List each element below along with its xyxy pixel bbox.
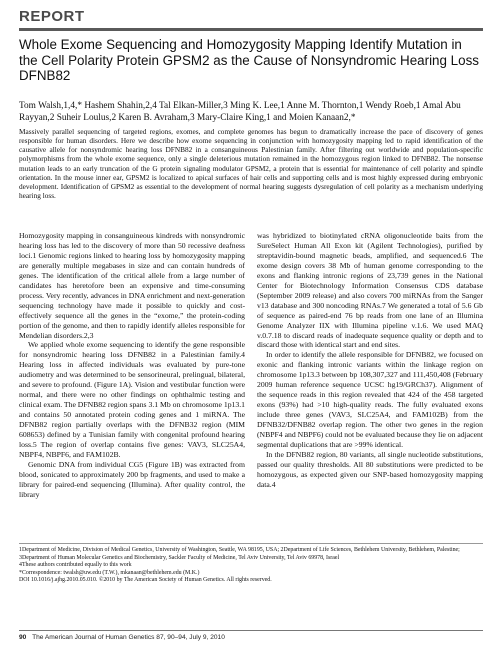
body-paragraph: Homozygosity mapping in consanguineous kindreds with nonsyndromic hearing loss has led to the discovery of more than 50 recessive deafness loci.1 Genomic regions linked to hearing loss by homozygosity mapping are generally multiple megabases in size and can contain hundreds of genes. The identification of the critical allele from a large number of candidates has heretofore been an expensive and time-consuming process. Very recently, advances in DNA enrichment and next-generation sequencing technology have made it possible to quickly and cost-effectively sequence all the genes in the “exome,” the protein-coding portion of the genome, and then to rapidly identify alleles responsible for Mendelian disorders.2,3 <box>19 231 245 340</box>
body-paragraph: Genomic DNA from individual CG5 (Figure 1B) was extracted from blood, sonicated to approximately 200 bp fragments, and used to make a library for paired-end sequencing (Illumina). After quality control, the library <box>19 459 245 499</box>
equal-contribution-footnote: 4These authors contributed equally to this work <box>19 562 132 569</box>
page-number: 90 <box>19 634 27 641</box>
article-title: Whole Exome Sequencing and Homozygosity Mapping Identify Mutation in the Cell Polarity Protein GPSM2 as the Cause of Nonsyndromic Hearing Loss DFNB82 <box>19 37 479 83</box>
correspondence-footnote: *Correspondence: twalsh@uw.edu (T.W.), mkanaan@bethlehem.edu (M.K.) <box>19 569 200 576</box>
body-column-right <box>257 231 483 490</box>
abstract: Massively parallel sequencing of targeted regions, exomes, and complete genomes has begun to dramatically increase the pace of discovery of genes responsible for human disorders. Here we describe how exome sequencing in conjunction with homozygosity mapping led to rapid identification of the causative allele for nonsyndromic hearing loss DFNB82 in a consanguineous Palestinian family. After filtering out worldwide and population-specific polymorphisms from the whole exome sequence, only a single deleterious mutation remained in the homozygous region linked to DFNB82. The nonsense mutation leads to an early truncation of the G protein signaling modulator GPSM2, a protein that is essential for maintenance of cell polarity and spindle orientation. In the mouse inner ear, GPSM2 is localized to apical surfaces of hair cells and supporting cells and is most highly expressed during embryonic development. Identification of GPSM2 as essential to the development of normal hearing suggests dysregulation of cell polarity as a mechanism underlying hearing loss. <box>19 127 483 201</box>
body-column-left <box>19 231 245 500</box>
page-footer <box>19 634 225 641</box>
body-paragraph: was hybridized to biotinylated cRNA oligonucleotide baits from the SureSelect Human All Exon kit (Agilent Technologies), purified by streptavidin-bound magnetic beads, amplified, and sequenced.6 The exome design covers 38 Mb of human genome corresponding to the exons and flanking intronic regions of 23,739 genes in the National Center for Biotechnology Information Consensus CDS database (September 2009 release) and also covers 700 miRNAs from the Sanger v13 database and 300 noncoding RNAs.7 We generated a total of 5.6 Gb of sequence as paired-end 76 bp reads from one lane of an Illumina Genome Analyzer IIX with Illumina pipeline v.1.6. We used MAQ v.0.7.18 to discard reads of inadequate sequence quality or depth and to discard those with identical start and end sites. <box>257 231 483 350</box>
body-paragraph: In the DFNB82 region, 80 variants, all single nucleotide substitutions, passed our quality thresholds. All 80 substitutions were predicted to be homozygous, as expected given our SNP-based homozygosity mapping data.4 <box>257 449 483 489</box>
affiliations-footnote: 1Department of Medicine, Division of Medical Genetics, University of Washington, Seattle, WA 98195, USA; 2Department of Life Sciences, Bethlehem University, Bethlehem, Palestine; 3Department of Human Molecular Genetics and Biochemistry, Sackler Faculty of Medicine, Tel Aviv University, Tel Aviv 69978, Israel <box>19 547 460 561</box>
body-paragraph: We applied whole exome sequencing to identify the gene responsible for nonsyndromic hearing loss DFNB82 in a Palestinian family.4 Hearing loss in affected individuals was evaluated by pure-tone audiometry and was determined to be sensorineural, prelingual, bilateral, and severe to profound. (Figure 1A). Vision and vestibular function were normal, and there were no other findings on ophthalmic testing and clinical exam. The DFNB82 region spans 3.1 Mb on chromosome 1p13.1 and contains 50 annotated protein coding genes and 1 miRNA. The DFNB82 region partially overlaps with the DFNB32 region (MIM 608653) defined by a Tunisian family with congenital profound hearing loss.5 The region of overlap contains five genes: VAV3, SLC25A4, NBPF4, NBPF6, and FAM102B. <box>19 340 245 459</box>
footnotes <box>19 547 483 585</box>
section-label: REPORT <box>19 8 85 25</box>
header-rule <box>19 28 483 31</box>
journal-citation: The American Journal of Human Genetics 87, 90–94, July 9, 2010 <box>32 634 225 641</box>
doi-footnote: DOI 10.1016/j.ajhg.2010.05.010. ©2010 by The American Society of Human Genetics. All rights reserved. <box>19 577 272 584</box>
body-paragraph: In order to identify the allele responsible for DFNB82, we focused on exonic and flanking intronic variants within the linkage region on chromosome 1p13.3 between bp 108,307,327 and 111,450,408 (February 2009 human reference sequence UCSC hg19/GRCh37). Alignment of the sequence reads in this region revealed that 424 of the 458 targeted exons (93%) had >10 high-quality reads. The fully evaluated exons include three genes (VAV3, SLC25A4, and FAM102B) from the DFNB32/DFNB82 overlap region. The other two genes in the region (NBPF4 and NBPF6) could not be evaluated because they lie on adjacent segmental duplications that are >99% identical. <box>257 350 483 450</box>
footer-rule <box>19 630 483 631</box>
footnote-rule <box>19 543 483 544</box>
author-list: Tom Walsh,1,4,* Hashem Shahin,2,4 Tal Elkan-Miller,3 Ming K. Lee,1 Anne M. Thornton,1 Wendy Roeb,1 Amal Abu Rayyan,2 Suheir Loulus,2 Karen B. Avraham,3 Mary-Claire King,1 and Moien Kanaan2,* <box>19 101 461 123</box>
